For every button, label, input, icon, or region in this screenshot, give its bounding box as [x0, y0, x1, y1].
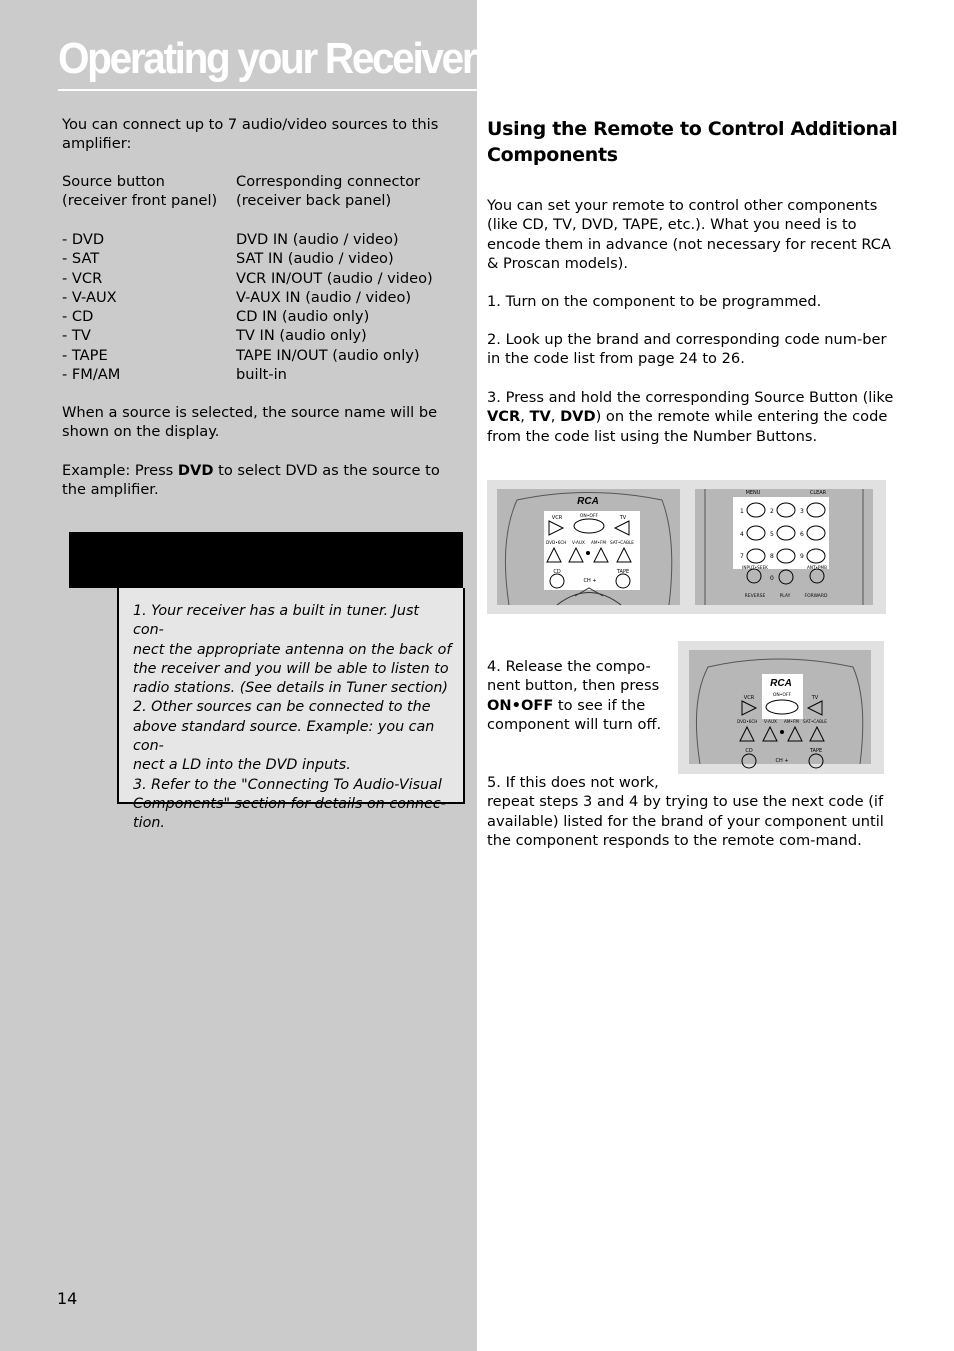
source-name: - DVD	[62, 231, 105, 248]
note-line: 2. Other sources can be connected to the	[133, 699, 431, 716]
digit-label: 2	[770, 508, 774, 515]
step3-bold-vcr: VCR	[487, 408, 521, 426]
step-2: 2. Look up the brand and corresponding code num-ber in the code list from page 24 to 26.	[487, 331, 887, 368]
note-line: Components" section for details on connec-	[133, 795, 446, 812]
note-text	[133, 602, 453, 834]
table-row	[62, 249, 462, 268]
step3-sep: ,	[550, 408, 561, 426]
step4-post: to see if the component will turn off.	[487, 696, 662, 733]
source-name: - FM/AM	[62, 366, 121, 384]
header-col1: Source button	[62, 173, 165, 190]
source-name: - TAPE	[62, 346, 108, 364]
source-name: - TV	[62, 327, 91, 345]
step3-bold-dvd: DVD	[560, 408, 596, 426]
digit-label: 0	[770, 575, 774, 582]
table-row	[62, 307, 462, 326]
remote-label-vcr: VCR	[743, 695, 755, 701]
section-heading	[487, 116, 907, 168]
step-3	[487, 388, 897, 446]
note-line: nect the appropriate antenna on the back of	[133, 641, 452, 658]
digit-label: 1	[740, 508, 744, 515]
remote-label-amfm: AM•FM	[591, 540, 606, 545]
remote-label-vaux: V-AUX	[764, 719, 777, 724]
note-line: tion.	[133, 815, 165, 832]
source-name: - VCR	[62, 269, 103, 287]
remote-label-tv: TV	[811, 695, 819, 701]
remote-label-ch: CH +	[583, 578, 597, 584]
digit-label: 9	[800, 553, 804, 560]
source-connector: DVD IN (audio / video)	[236, 231, 399, 248]
step3-bold-tv: TV	[529, 408, 551, 426]
title-rule	[58, 89, 477, 91]
remote-illustration-2	[678, 641, 884, 774]
remote-label-reverse: REVERSE	[744, 594, 766, 599]
table-row	[62, 365, 462, 384]
remote-label-ch: CH +	[775, 758, 789, 764]
source-table-header	[62, 172, 462, 211]
remote-label-antenna: ANT•PMB	[806, 565, 828, 570]
note-line: 3. Refer to the "Connecting To Audio-Visual	[133, 776, 442, 793]
remote-label-amfm: AM•FM	[784, 719, 799, 724]
note-line: above standard source. Example: you can con-	[133, 718, 435, 755]
remote-label-dvd: DVD•6CH	[546, 540, 567, 545]
step-1: 1. Turn on the component to be programmed.	[487, 293, 822, 310]
note-line: radio stations. (See details in Tuner section)	[133, 680, 448, 697]
remote-illustration-1	[487, 480, 886, 614]
note-line: the receiver and you will be able to listen to	[133, 660, 449, 677]
remote-label-sat: SAT•CABLE	[803, 719, 827, 724]
digit-label: 3	[800, 508, 804, 515]
rca-logo: RCA	[770, 678, 792, 689]
intro-text: You can connect up to 7 audio/video sources to this amplifier:	[62, 116, 439, 153]
remote-label-tape: TAPE	[809, 748, 823, 754]
heading-line: Components	[487, 144, 618, 166]
remote-label-vcr: VCR	[551, 515, 563, 521]
source-list	[62, 230, 462, 384]
table-row	[62, 346, 462, 365]
remote-label-onoff: ON•OFF	[579, 514, 599, 519]
source-name: - SAT	[62, 250, 100, 268]
remote-figure-1	[487, 480, 886, 614]
remote-figure-2	[678, 641, 884, 774]
remote-label-dvd: DVD•6CH	[737, 719, 758, 724]
table-header-row	[62, 191, 462, 210]
source-connector: TAPE IN/OUT (audio only)	[236, 346, 420, 364]
remote-label-input: INPUT•SEEK	[742, 565, 768, 570]
source-selected-text: When a source is selected, the source name will be shown on the display.	[62, 404, 438, 441]
digit-label: 7	[740, 553, 744, 560]
heading-line: Using the Remote to Control Additional	[487, 118, 898, 140]
source-name: - V-AUX	[62, 288, 117, 306]
source-connector: SAT IN (audio / video)	[236, 250, 394, 268]
digit-label: 8	[770, 553, 774, 560]
remote-label-forward: FORWARD	[804, 594, 828, 599]
step-5	[487, 773, 897, 850]
remote-intro-text: You can set your remote to control other components (like CD, TV, DVD, TAPE, etc.). What you need is to encode them in advance (not necessary for recent RCA & Proscan models).	[487, 197, 891, 272]
note-line: nect a LD into the DVD inputs.	[133, 757, 351, 774]
step5-line1: 5. If this does not work,	[487, 774, 659, 791]
step3-post: ) on the remote while entering the code from the code list using the Number Buttons.	[487, 408, 888, 445]
page-number: 14	[57, 1289, 78, 1308]
header-col1: (receiver front panel)	[62, 192, 218, 210]
source-connector: CD IN (audio only)	[236, 308, 370, 326]
digit-label: 4	[740, 531, 744, 538]
remote-label-menu: MENU	[745, 490, 761, 496]
example-text	[62, 461, 462, 500]
remote-label-tape: TAPE	[616, 569, 630, 575]
step3-sep: ,	[520, 408, 530, 426]
remote-label-sat: SAT•CABLE	[610, 540, 634, 545]
remote-label-play: PLAY	[779, 594, 791, 599]
table-row	[62, 230, 462, 249]
remote-label-onoff: ON•OFF	[772, 693, 792, 698]
example-bold: DVD	[177, 462, 214, 479]
step4-pre: 4. Release the compo-nent button, then press	[487, 658, 660, 695]
step-4	[487, 657, 677, 734]
remote-label-clear: CLEAR	[809, 490, 827, 496]
source-name: - CD	[62, 308, 94, 326]
table-row	[62, 288, 462, 307]
source-connector: built-in	[236, 366, 287, 384]
remote-label-cd: CD	[745, 748, 753, 754]
step5-rest: repeat steps 3 and 4 by trying to use the next code (if available) listed for the brand of your component until the component responds to the remote com-mand.	[487, 793, 884, 849]
note-header-bar	[69, 532, 463, 588]
header-col2: Corresponding connector	[236, 173, 421, 190]
remote-label-vaux: V-AUX	[572, 540, 585, 545]
table-row	[62, 269, 462, 288]
note-line: 1. Your receiver has a built in tuner. Just con-	[133, 603, 419, 639]
step4-bold: ON•OFF	[487, 696, 554, 714]
source-connector: V-AUX IN (audio / video)	[236, 288, 412, 306]
digit-label: 6	[800, 531, 804, 538]
header-col2: (receiver back panel)	[236, 192, 392, 210]
table-header-row	[62, 172, 462, 191]
page-title: Operating your Receiver	[58, 34, 476, 83]
remote-label-cd: CD	[553, 569, 561, 575]
example-post: to select DVD as the source to the amplifier.	[62, 462, 440, 499]
rca-logo: RCA	[577, 496, 599, 507]
note-box	[117, 588, 465, 832]
table-row	[62, 326, 462, 345]
source-connector: TV IN (audio only)	[236, 327, 367, 345]
remote-label-tv: TV	[619, 515, 627, 521]
example-pre: Example: Press	[62, 462, 178, 479]
digit-label: 5	[770, 531, 774, 538]
source-connector: VCR IN/OUT (audio / video)	[236, 269, 433, 287]
step3-pre: 3. Press and hold the corresponding Source Button (like	[487, 389, 894, 406]
